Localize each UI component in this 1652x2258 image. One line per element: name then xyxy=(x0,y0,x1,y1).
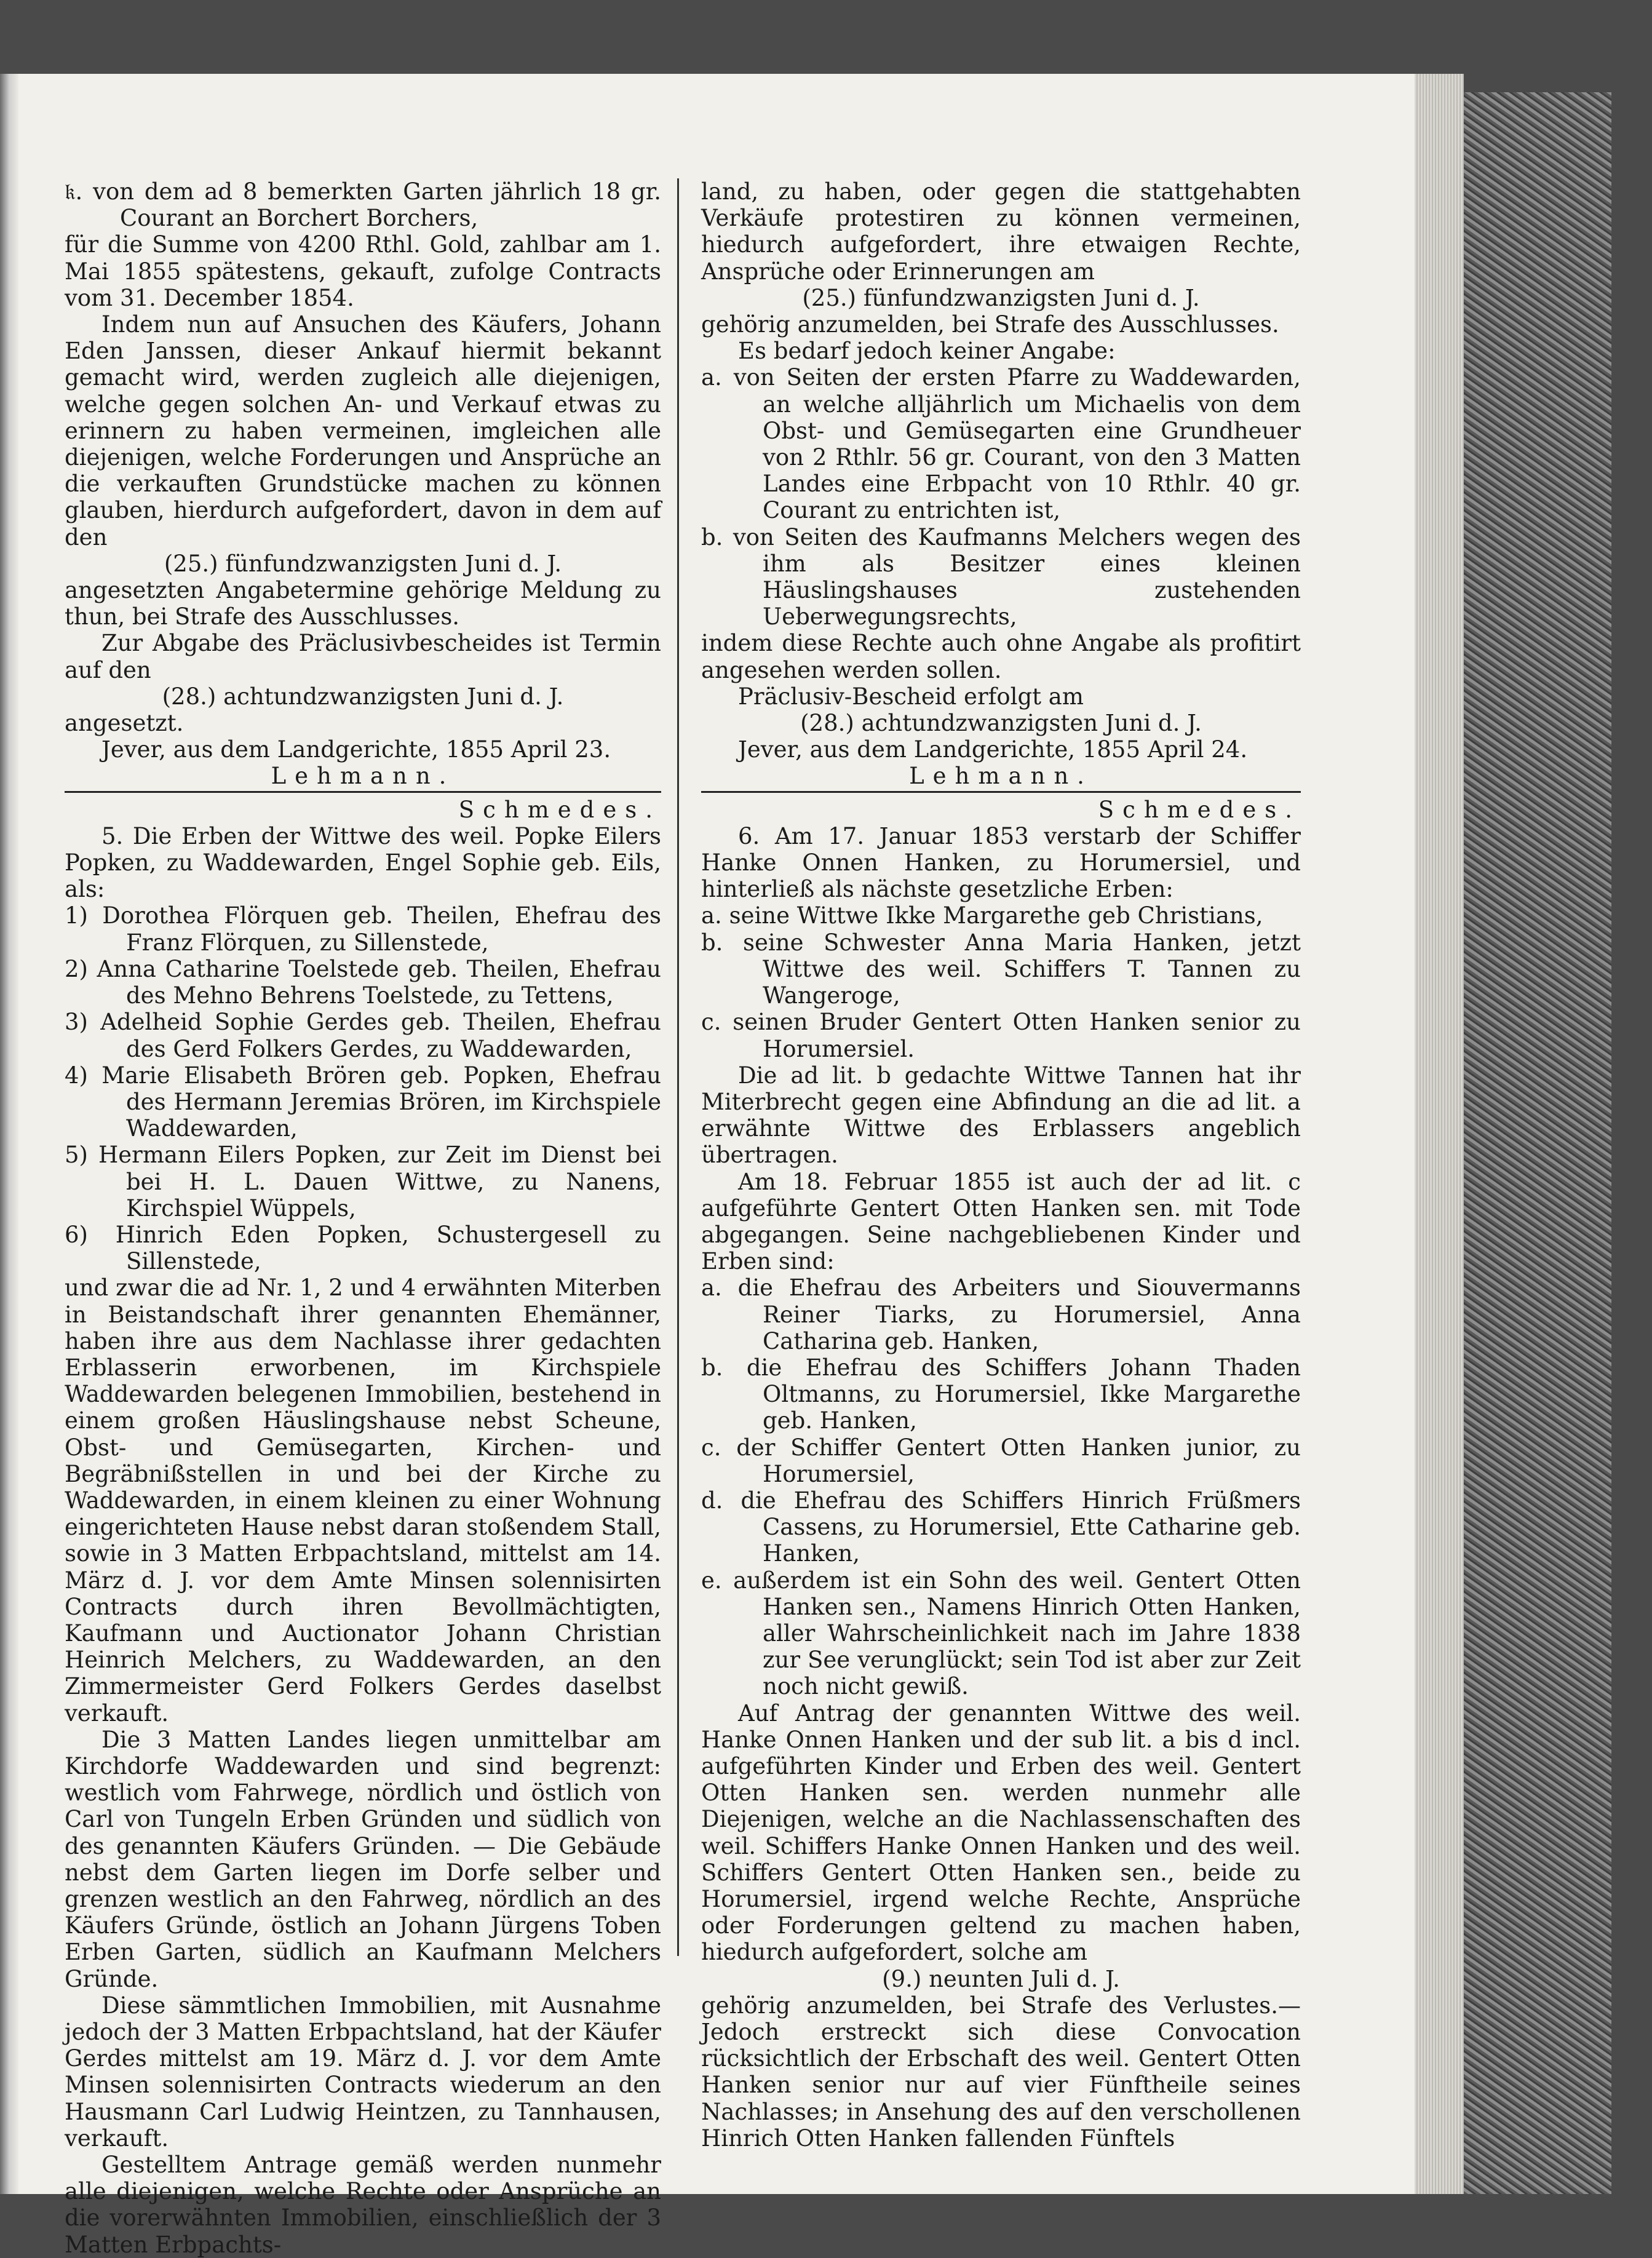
list-item: b. seine Schwester Anna Maria Hanken, jetzt Wittwe des weil. Schiffers T. Tannen zu Wangeroge, xyxy=(701,929,1301,1009)
list-item: 6) Hinrich Eden Popken, Schustergesell zu Sillenstede, xyxy=(65,1221,661,1275)
list-item: 4) Marie Elisabeth Brören geb. Popken, Ehefrau des Hermann Jeremias Brören, im Kirchspiele Waddewarden, xyxy=(65,1062,661,1142)
list-item: b. die Ehefrau des Schiffers Johann Thaden Oltmanns, zu Horumersiel, Ikke Margarethe geb. Hanken, xyxy=(701,1354,1301,1434)
section-intro: 6. Am 17. Januar 1853 verstarb der Schiffer Hanke Onnen Hanken, zu Horumersiel, und hinterließ als nächste gesetzliche Erben: xyxy=(701,822,1301,903)
paragraph: Auf Antrag der genannten Wittwe des weil. Hanke Onnen Hanken und der sub lit. a bis d incl. aufgeführten Kinder und Erben des weil. Gentert Otten Hanken sen. werden nunmehr alle Diejenigen, welche an die Nachlassenschaften des weil. Schiffers Hanke Onnen Hanken und des weil. Schiffers Gentert Otten Hanken sen., beide zu Horumersiel, irgend welche Rechte, Ansprüche oder Forderungen geltend zu machen haben, hiedurch aufgefordert, solche am xyxy=(701,1699,1301,1966)
paragraph: Indem nun auf Ansuchen des Käufers, Johann Eden Janssen, dieser Ankauf hiermit bekannt gemacht wird, werden zugleich alle diejenigen, welche gegen solchen An- und Verkauf etwas zu erinnern zu haben vermeinen, imgleichen alle diejenigen, welche Forderungen und Ansprüche an die verkauften Grundstücke machen zu können glauben, hierdurch aufgefordert, davon in dem auf den xyxy=(65,311,661,551)
signature: Lehmann. xyxy=(271,763,455,790)
marbled-cover xyxy=(1464,92,1611,2194)
paragraph: Am 18. Februar 1855 ist auch der ad lit. c aufgeführte Gentert Otten Hanken sen. mit Tode abgegangen. Seine nachgebliebenen Kinder und Erben sind: xyxy=(701,1168,1301,1275)
date-line: (25.) fünfundzwanzigsten Juni d. J. xyxy=(164,550,562,577)
place-date: Jever, aus dem Landgerichte, 1855 April 23. xyxy=(101,736,611,763)
list-item: 5) Hermann Eilers Popken, zur Zeit im Dienst bei bei H. L. Dauen Wittwe, zu Nanens, Kirchspiel Wüppels, xyxy=(65,1142,661,1222)
list-item: 3) Adelheid Sophie Gerdes geb. Theilen, Ehefrau des Gerd Folkers Gerdes, zu Waddewarden, xyxy=(65,1009,661,1062)
paragraph: und zwar die ad Nr. 1, 2 und 4 erwähnten Miterben in Beistandschaft ihrer genannten Ehemänner, haben ihre aus dem Nachlasse ihrer gedachten Erblasserin erworbenen, im Kirchspiele Waddewarden belegenen Immobilien, bestehend in einem großen Häuslingshause nebst Scheune, Obst- und Gemüsegarten, Kirchen- und Begräbnißstellen in und bei der Kirche zu Waddewarden, in einem kleinen zu einer Wohnung eingerichteten Hause nebst daran stoßendem Stall, sowie in 3 Matten Erbpachtsland, mittelst am 14. März d. J. vor dem Amte Minsen solennisirten Contracts durch ihren Bevollmächtigten, Kaufmann und Auctionator Johann Christian Heinrich Melchers, zu Waddewarden, an den Zimmermeister Gerd Folkers Gerdes daselbst verkauft. xyxy=(65,1274,661,1727)
paragraph: land, zu haben, oder gegen die stattgehabten Verkäufe protestiren zu können vermeinen, hiedurch aufgefordert, ihre etwaigen Rechte, Ansprüche oder Erinnerungen am xyxy=(701,178,1301,285)
left-column xyxy=(65,178,661,2258)
divider xyxy=(65,791,661,793)
list-item: c. seinen Bruder Gentert Otten Hanken senior zu Horumersiel. xyxy=(701,1009,1301,1062)
paragraph: Diese sämmtlichen Immobilien, mit Ausnahme jedoch der 3 Matten Erbpachtsland, hat der Käufer Gerdes mittelst am 19. März d. J. vor dem Amte Minsen solennisirten Contracts wiederum an den Hausmann Carl Ludwig Heintzen, zu Tannhausen, verkauft. xyxy=(65,1992,661,2152)
paragraph: für die Summe von 4200 Rthl. Gold, zahlbar am 1. Mai 1855 spätestens, gekauft, zufolge Contracts vom 31. December 1854. xyxy=(65,231,661,311)
paragraph: angesetzt. xyxy=(65,710,184,737)
list-item: a. die Ehefrau des Arbeiters und Siouvermanns Reiner Tiarks, zu Horumersiel, Anna Catharina geb. Hanken, xyxy=(701,1274,1301,1354)
list-item: a. von Seiten der ersten Pfarre zu Waddewarden, an welche alljährlich um Michaelis von dem Obst- und Gemüsegarten eine Grundheuer von 2 Rthlr. 56 gr. Courant, von den 3 Matten Landes eine Erbpacht von 10 Rthlr. 40 gr. Courant zu entrichten ist, xyxy=(701,364,1301,524)
place-date: Jever, aus dem Landgerichte, 1855 April 24. xyxy=(738,736,1248,763)
signature: Schmedes. xyxy=(1098,796,1301,823)
column-divider xyxy=(677,178,679,1956)
paragraph: Die 3 Matten Landes liegen unmittelbar am Kirchdorfe Waddewarden und sind begrenzt: westlich vom Fahrwege, nördlich und östlich von Carl von Tungeln Erben Gründen und südlich von des genannten Käufers Gründen. — Die Gebäude nebst dem Garten liegen im Dorfe selber und grenzen westlich an den Fahrweg, nördlich an des Käufers Gründe, östlich an Johann Jürgens Toben Erben Garten, südlich an Kaufmann Melchers Gründe. xyxy=(65,1726,661,1992)
list-item: d. die Ehefrau des Schiffers Hinrich Früßmers Cassens, zu Horumersiel, Ette Catharine geb. Hanken, xyxy=(701,1487,1301,1567)
section-intro: 5. Die Erben der Wittwe des weil. Popke Eilers Popken, zu Waddewarden, Engel Sophie geb. Eils, als: xyxy=(65,822,661,903)
list-item: 2) Anna Catharine Toelstede geb. Theilen, Ehefrau des Mehno Behrens Toelstede, zu Tettens, xyxy=(65,955,661,1009)
date-line: (28.) achtundzwanzigsten Juni d. J. xyxy=(800,710,1202,737)
paragraph: Es bedarf jedoch keiner Angabe: xyxy=(738,338,1116,365)
paragraph: gehörig anzumelden, bei Strafe des Ausschlusses. xyxy=(701,311,1279,338)
paragraph: 𝔨. von dem ad 8 bemerkten Garten jährlich 18 gr. Courant an Borchert Borchers, xyxy=(65,178,661,232)
paragraph: Gestelltem Antrage gemäß werden nunmehr alle diejenigen, welche Rechte oder Ansprüche an die vorerwähnten Immobilien, einschließlich der 3 Matten Erbpachts- xyxy=(65,2152,661,2258)
list-item: e. außerdem ist ein Sohn des weil. Gentert Otten Hanken sen., Namens Hinrich Otten Hanken, aller Wahrscheinlichkeit nach im Jahre 1838 zur See verunglückt; sein Tod ist aber zur Zeit noch nicht gewiß. xyxy=(701,1567,1301,1700)
signature: Lehmann. xyxy=(909,763,1093,790)
divider xyxy=(701,791,1301,793)
date-line: (28.) achtundzwanzigsten Juni d. J. xyxy=(162,683,564,710)
paragraph: angesetzten Angabetermine gehörige Meldung zu thun, bei Strafe des Ausschlusses. xyxy=(65,577,661,630)
paragraph: Zur Abgabe des Präclusivbescheides ist Termin auf den xyxy=(65,630,661,683)
list-item: a. seine Wittwe Ikke Margarethe geb Christians, xyxy=(701,902,1263,929)
paragraph: Die ad lit. b gedachte Wittwe Tannen hat ihr Miterbrecht gegen eine Abfindung an die ad lit. a erwähnte Wittwe des Erblassers angeblich übertragen. xyxy=(701,1062,1301,1169)
list-item: 1) Dorothea Flörquen geb. Theilen, Ehefrau des Franz Flörquen, zu Sillenstede, xyxy=(65,902,661,956)
paragraph: indem diese Rechte auch ohne Angabe als profitirt angesehen werden sollen. xyxy=(701,630,1301,683)
date-line: (9.) neunten Juli d. J. xyxy=(882,1965,1120,1992)
list-item: b. von Seiten des Kaufmanns Melchers wegen des ihm als Besitzer eines kleinen Häuslingshauses zustehenden Ueberwegungsrechts, xyxy=(701,523,1301,630)
book-spine xyxy=(0,74,18,2194)
page-edges xyxy=(1415,74,1464,2194)
list-item: c. der Schiffer Gentert Otten Hanken junior, zu Horumersiel, xyxy=(701,1434,1301,1487)
date-line: (25.) fünfundzwanzigsten Juni d. J. xyxy=(802,284,1200,311)
paragraph: Präclusiv-Bescheid erfolgt am xyxy=(738,683,1084,710)
right-column xyxy=(701,178,1301,2152)
signature: Schmedes. xyxy=(458,796,661,823)
paragraph: gehörig anzumelden, bei Strafe des Verlustes.— Jedoch erstreckt sich diese Convocation rücksichtlich der Erbschaft des weil. Gentert Otten Hanken senior nur auf vier Fünftheile seines Nachlasses; in Ansehung des auf den verschollenen Hinrich Otten Hanken fallenden Fünftels xyxy=(701,1992,1301,2152)
